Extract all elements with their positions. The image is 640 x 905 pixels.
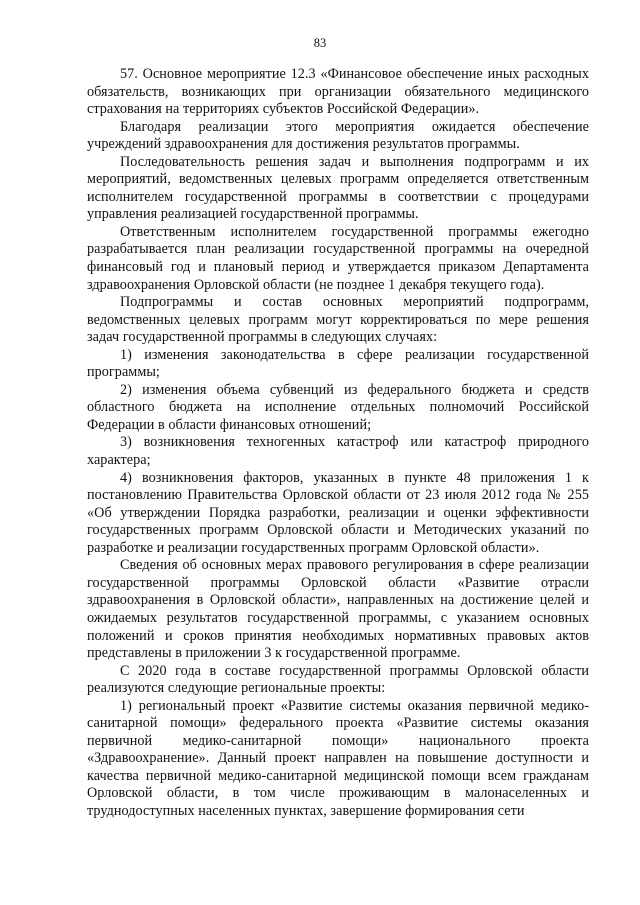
- paragraph-main-event-12-3: 57. Основное мероприятие 12.3 «Финансовое обеспечение иных расходных обязательств, возникающих при организации обязательного медицинского страхования на территориях субъектов Российской Федерации».: [87, 66, 589, 118]
- list-item-2: 2) изменения объема субвенций из федерального бюджета и средств областного бюджета на исполнение отдельных полномочий Российской Федерации в области финансовых отношений;: [87, 381, 589, 433]
- page-number: 83: [313, 36, 327, 50]
- paragraph-regional-projects: С 2020 года в составе государственной программы Орловской области реализуются следующие региональные проекты:: [87, 662, 589, 697]
- list-item-3: 3) возникновения техногенных катастроф или катастроф природного характера;: [87, 434, 589, 469]
- paragraph-adjustment-cases: Подпрограммы и состав основных мероприятий подпрограмм, ведомственных целевых программ могут корректироваться по мере решения задач государственной программы в следующих случаях:: [87, 294, 589, 346]
- document-body: [87, 66, 589, 821]
- list-item-regional-project-1: 1) региональный проект «Развитие системы оказания первичной медико-санитарной помощи» федерального проекта «Развитие системы оказания первичной медико-санитарной помощи» национального проекта «Здравоохранение». Данный проект направлен на повышение доступности и качества первичной медико-санитарной медицинской помощи всем гражданам Орловской области, в том числе проживающим в малонаселенных и труднодоступных населенных пунктах, завершение формирования сети: [87, 697, 589, 819]
- paragraph-sequence: Последовательность решения задач и выполнения подпрограмм и их мероприятий, ведомственных целевых программ определяется ответственным исполнителем государственной программы в соответствии с процедурами управления реализацией государственной программы.: [87, 153, 589, 223]
- paragraph-annual-plan: Ответственным исполнителем государственной программы ежегодно разрабатывается план реализации государственной программы на очередной финансовый год и плановый период и утверждается приказом Департамента здравоохранения Орловской области (не позднее 1 декабря текущего года).: [87, 223, 589, 293]
- list-item-4: 4) возникновения факторов, указанных в пункте 48 приложения 1 к постановлению Правительства Орловской области от 23 июля 2012 года № 255 «Об утверждении Порядка разработки, реализации и оценки эффективности государственных программ Орловской области и Методических указаний по разработке и реализации государственных программ Орловской области».: [87, 469, 589, 556]
- paragraph-event-result: Благодаря реализации этого мероприятия ожидается обеспечение учреждений здравоохранения для достижения результатов программы.: [87, 118, 589, 153]
- list-item-1: 1) изменения законодательства в сфере реализации государственной программы;: [87, 346, 589, 381]
- paragraph-legal-regulation: Сведения об основных мерах правового регулирования в сфере реализации государственной программы Орловской области «Развитие отрасли здравоохранения в Орловской области», направленных на достижение целей и ожидаемых результатов государственной программы, с указанием основных положений и сроков принятия необходимых нормативных правовых актов представлены в приложении 3 к государственной программе.: [87, 557, 589, 662]
